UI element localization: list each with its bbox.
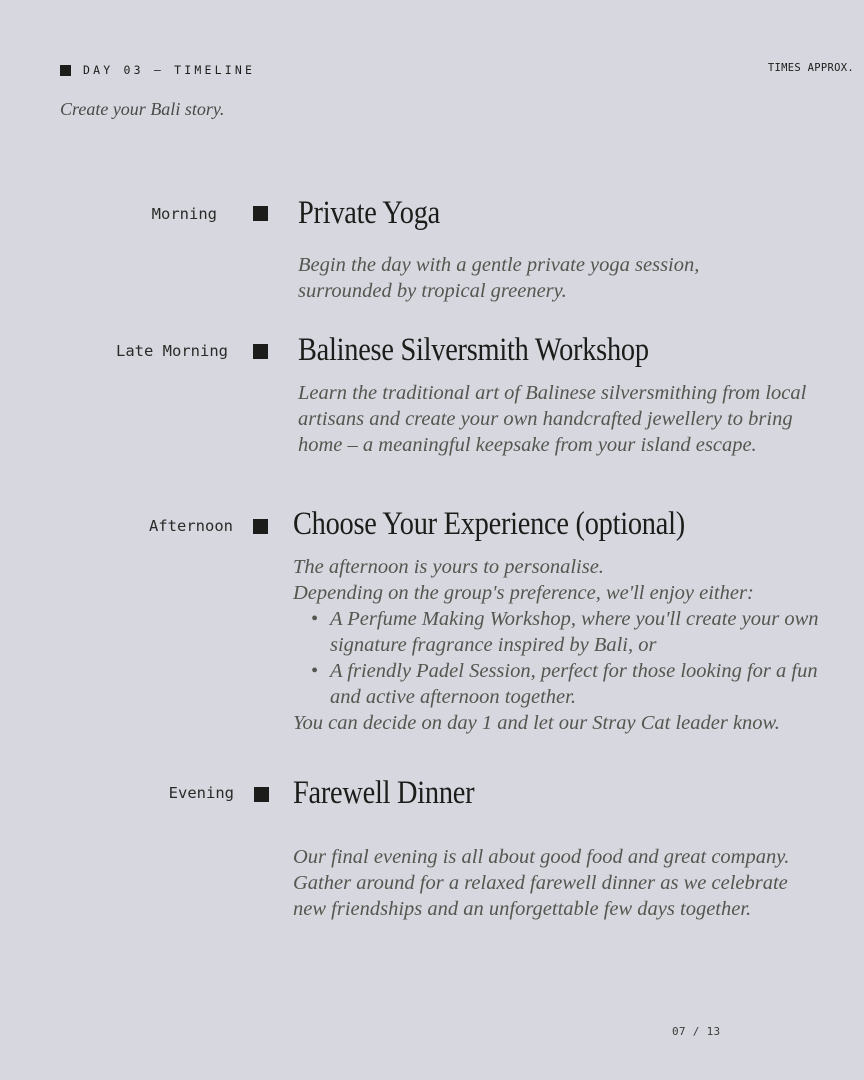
event-description: Begin the day with a gentle private yoga session, surrounded by tropical greenery. [298, 254, 700, 302]
list-item [311, 658, 823, 710]
page-number: 07 / 13 [672, 1025, 721, 1038]
page-subtitle: Create your Bali story. [60, 99, 225, 119]
timeline-marker-icon [254, 787, 269, 802]
event-title: Balinese Silversmith Workshop [298, 332, 649, 368]
header-square-icon [60, 65, 71, 76]
event-title: Private Yoga [298, 195, 440, 231]
timeline-marker-icon [253, 206, 268, 221]
event-title: Farewell Dinner [293, 775, 475, 811]
afternoon-outro: You can decide on day 1 and let our Stray Cat leader know. [293, 712, 780, 734]
option-text: A Perfume Making Workshop, where you'll create your own signature fragrance inspired by Bali, or [330, 608, 819, 656]
afternoon-intro: The afternoon is yours to personalise. [293, 556, 604, 578]
list-item [311, 606, 823, 658]
event-time: Afternoon [149, 517, 233, 535]
timeline-marker-icon [253, 519, 268, 534]
bullet-icon: • [311, 608, 319, 630]
section-label: DAY 03 — TIMELINE [83, 63, 256, 77]
option-text: A friendly Padel Session, perfect for those looking for a fun and active afternoon together. [330, 660, 818, 708]
event-title: Choose Your Experience (optional) [293, 506, 685, 542]
event-description: Learn the traditional art of Balinese silversmithing from local artisans and create your own handcrafted jewellery to bring home – a meaningful keepsake from your island escape. [298, 382, 807, 456]
bullet-icon: • [311, 660, 319, 682]
event-description [293, 554, 823, 736]
times-approx-note: TIMES APPROX. [767, 62, 854, 74]
event-description: Our final evening is all about good food and great company. Gather around for a relaxed farewell dinner as we celebrate new friendships and an unforgettable few days together. [293, 846, 790, 920]
event-time: Morning [151, 205, 217, 223]
page-header [60, 63, 255, 77]
event-time: Late Morning [116, 342, 228, 360]
option-list [293, 606, 823, 710]
event-time: Evening [168, 784, 234, 802]
afternoon-intro-choice: Depending on the group's preference, we'll enjoy either: [293, 582, 754, 604]
timeline-marker-icon [253, 344, 268, 359]
